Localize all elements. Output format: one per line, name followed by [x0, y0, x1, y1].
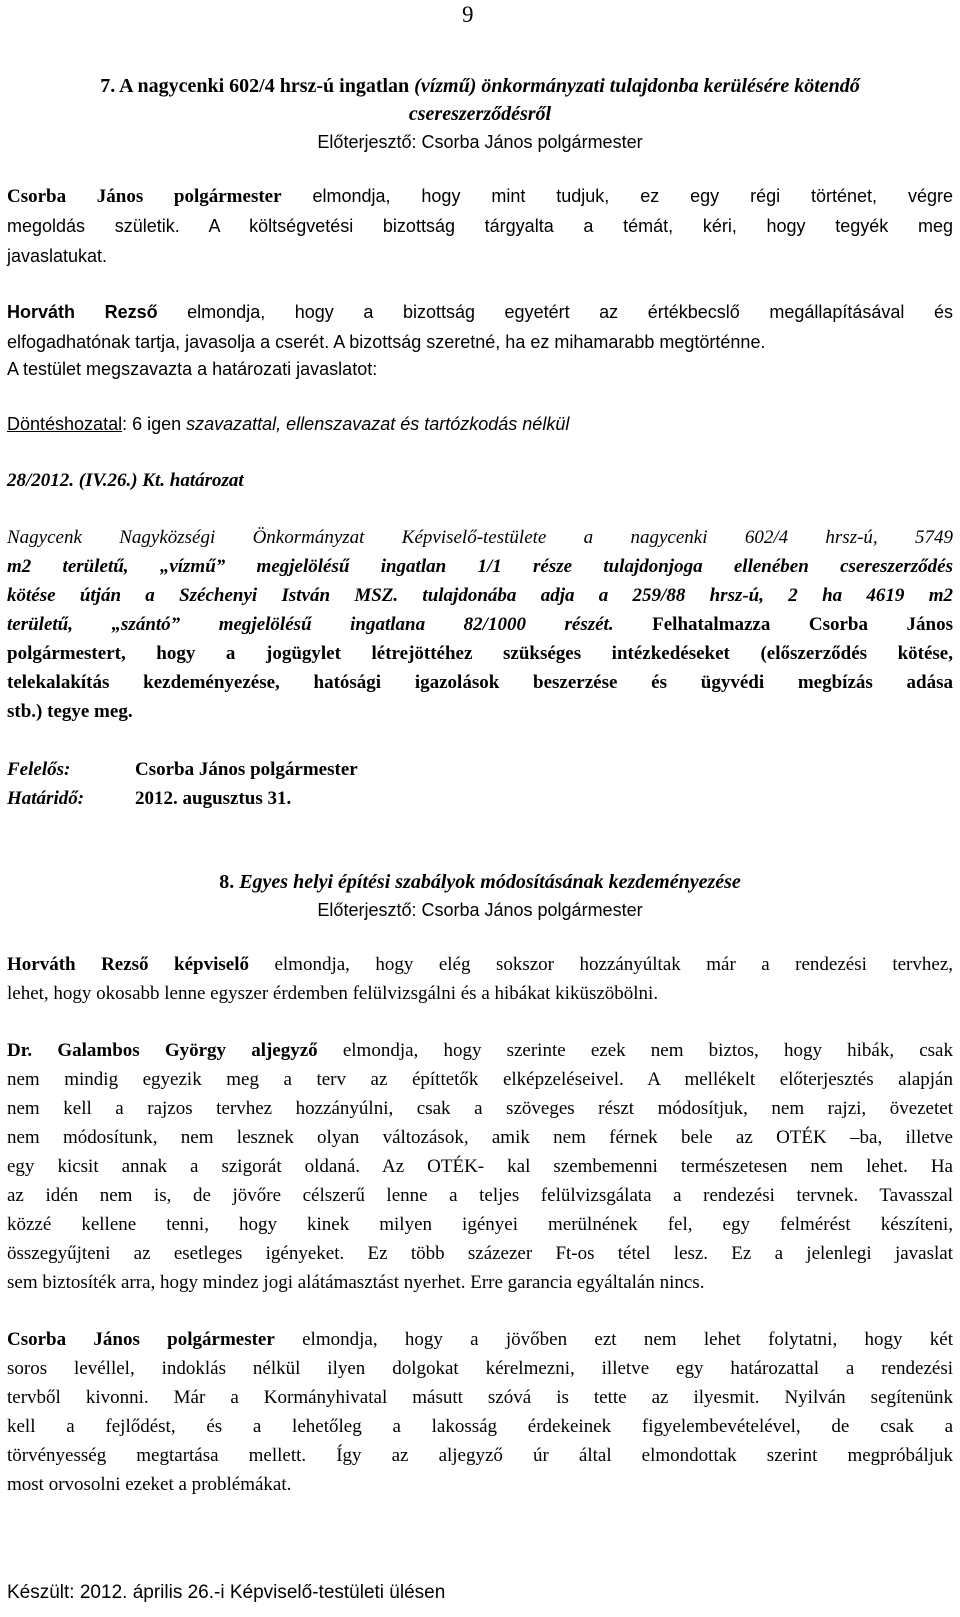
paragraph-line: közzé kellene tenni, hogy kinek milyen igényei merülnének fel, egy felmérést készíteni, [7, 1214, 953, 1235]
paragraph-line: nem kell a rajzos tervhez hozzányúlni, csak a szöveges részt módosítjuk, nem rajzi, övezetet [7, 1098, 953, 1119]
paragraph-line: nem mindig egyezik meg a terv az építtetők elképzeléseivel. A mellékelt előterjesztés alapján [7, 1069, 953, 1090]
paragraph-line: Csorba János polgármester elmondja, hogy a jövőben ezt nem lehet folytatni, hogy két [7, 1329, 954, 1350]
paragraph-line: az idén nem is, de jövőre célszerű lenne a teljes felülvizsgálata a rendezési tervnek. Tavasszal [7, 1185, 953, 1206]
paragraph-line: elfogadhatónak tartja, javasolja a cserét. A bizottság szeretné, ha ez mihamarabb megtörténne. [7, 332, 766, 352]
paragraph-line: javaslatukat. [7, 246, 108, 266]
paragraph-line: törvényesség megtartása mellett. Így az aljegyző úr által elmondottak szerint megpróbáljuk [7, 1445, 953, 1466]
paragraph-line: tervből kivonni. Már a Kormányhivatal másutt szóvá is tette az ilyesmit. Nyilván segítenünk [7, 1387, 953, 1408]
section-7-title: 7. A nagycenki 602/4 hrsz-ú ingatlan (vízmű) önkormányzati tulajdonba kerülésére kötendő [100, 75, 860, 97]
page-number: 9 [462, 2, 474, 27]
paragraph-line: sem biztosíték arra, hogy mindez jogi alátámasztást nyerhet. Erre garancia egyáltalán nincs. [7, 1272, 705, 1293]
section-8-title: 8. Egyes helyi építési szabályok módosításának kezdeményezése [219, 871, 741, 893]
paragraph-line: egy kicsit annak a szigorát oldaná. Az OTÉK- kal szembemenni természetesen nem lehet. Ha [7, 1156, 953, 1177]
section-7-presenter: Előterjesztő: Csorba János polgármester [317, 132, 643, 152]
paragraph-line: nem módosítunk, nem lesznek olyan változások, amik nem férnek bele az OTÉK –ba, illetve [7, 1127, 953, 1148]
resolution-line: polgármestert, hogy a jogügylet létrejöttéhez szükséges intézkedéseket (előszerződés kötése, [7, 643, 953, 664]
resolution-number: 28/2012. (IV.26.) Kt. határozat [7, 470, 244, 491]
resolution-line: kötése útján a Széchenyi István MSZ. tulajdonába adja a 259/88 hrsz-ú, 2 ha 4619 m2 [7, 585, 953, 606]
paragraph-line: összegyűjteni az esetleges igényeket. Ez több százezer Ft-os tétel lesz. Ez a jelenlegi javaslat [7, 1243, 953, 1264]
paragraph-line: Horváth Rezső képviselő elmondja, hogy elég sokszor hozzányúltak már a rendezési tervhez, [7, 954, 953, 975]
resolution-line: telekalakítás kezdeményezése, hatósági igazolások beszerzése és ügyvédi megbízás adása [7, 672, 953, 693]
paragraph-line: lehet, hogy okosabb lenne egyszer érdemben felülvizsgálni és a hibákat kiküszöbölni. [7, 983, 659, 1004]
resolution-line: m2 területű, „vízmű” megjelölésű ingatlan 1/1 része tulajdonjoga ellenében csereszerződés [7, 556, 953, 577]
paragraph-line: Dr. Galambos György aljegyző elmondja, hogy szerinte ezek nem biztos, hogy hibák, csak [7, 1040, 953, 1061]
section-7-title-cont: csereszerződésről [408, 103, 552, 125]
paragraph-line: soros levéllel, indoklás nélkül ilyen dolgokat kérelmezni, illetve egy határozattal a rendezési [7, 1358, 953, 1379]
deadline-line: Határidő: 2012. augusztus 31. [7, 788, 292, 809]
paragraph-line: megoldás születik. A költségvetési bizottság tárgyalta a témát, kéri, hogy tegyék meg [7, 216, 953, 236]
resolution-line: stb.) tegye meg. [7, 701, 133, 722]
paragraph-line: most orvosolni ezeket a problémákat. [7, 1474, 292, 1495]
paragraph-line: Horváth Rezső elmondja, hogy a bizottság egyetért az értékbecslő megállapításával és [7, 302, 953, 322]
section-8-presenter: Előterjesztő: Csorba János polgármester [317, 900, 643, 920]
vote-line: Döntéshozatal: 6 igen szavazattal, ellenszavazat és tartózkodás nélkül [7, 414, 570, 434]
responsible-line: Felelős: Csorba János polgármester [7, 759, 358, 780]
page-footer: Készült: 2012. április 26.-i Képviselő-testületi ülésen [7, 1582, 446, 1603]
resolution-line: Nagycenk Nagyközségi Önkormányzat Képviselő-testülete a nagycenki 602/4 hrsz-ú, 5749 [7, 527, 953, 548]
resolution-line: területű, „szántó” megjelölésű ingatlana 82/1000 részét. Felhatalmazza Csorba János [7, 614, 953, 635]
paragraph-line: kell a fejlődést, és a lehetőleg a lakosság érdekeinek figyelembevételével, de csak a [7, 1416, 953, 1437]
paragraph-line: Csorba János polgármester elmondja, hogy mint tudjuk, ez egy régi történet, végre [7, 186, 953, 207]
paragraph-line: A testület megszavazta a határozati javaslatot: [7, 359, 378, 379]
